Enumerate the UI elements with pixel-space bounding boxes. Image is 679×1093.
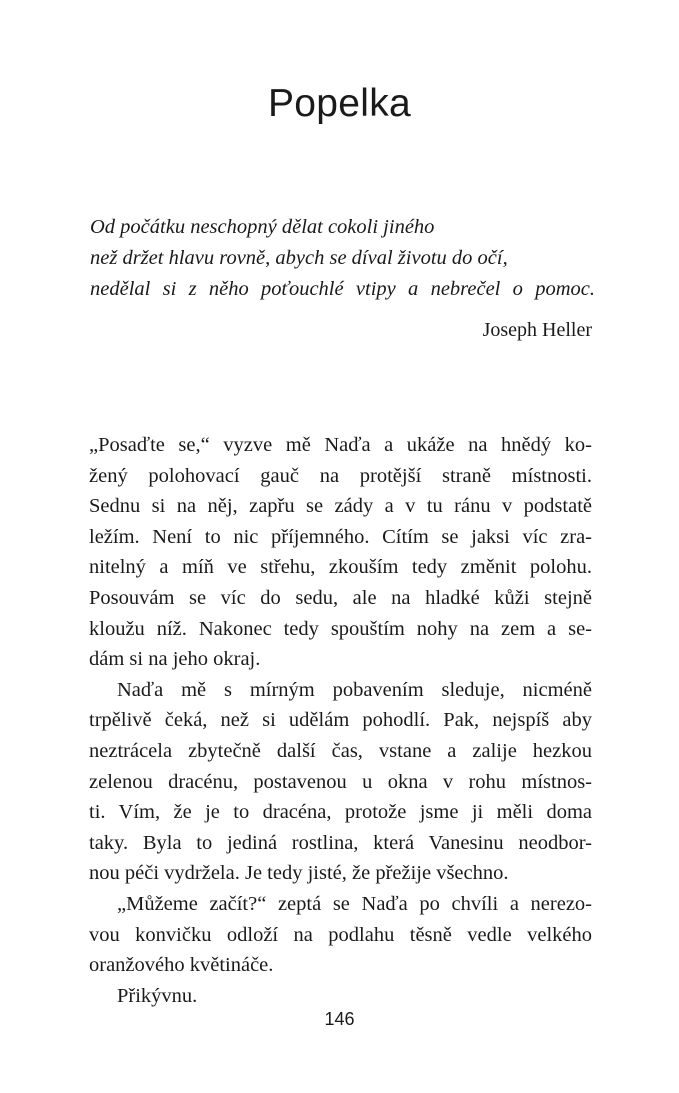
text-line: nitelný a míň ve střehu, zkouším tedy změnit polohu. [89, 556, 592, 579]
text-line: dám si na jeho okraj. [89, 648, 261, 671]
text-line: „Posaďte se,“ vyzve mě Naďa a ukáže na hnědý ko- [89, 434, 592, 456]
text-line: Posouvám se víc do sedu, ale na hladké kůži stejně [89, 586, 592, 609]
text-line: Přikývnu. [117, 984, 198, 1007]
epigraph-line: Od počátku neschopný dělat cokoli jiného [90, 216, 435, 238]
text-line: taky. Byla to jediná rostlina, která Vanesinu neodbor- [89, 831, 592, 854]
text-line: vou konvičku odloží na podlahu těsně vedle velkého [89, 923, 592, 946]
page-number: 146 [324, 1009, 355, 1029]
text-line: oranžového květináče. [89, 954, 274, 977]
text-line: ležím. Není to nic příjemného. Cítím se jaksi víc zra- [89, 525, 592, 548]
text-line: žený polohovací gauč na protější straně místnosti. [89, 464, 592, 487]
text-line: Sednu si na něj, zapřu se zády a v tu ránu v podstatě [89, 495, 592, 518]
text-line: Naďa mě s mírným pobavením sleduje, nicméně [117, 678, 592, 701]
body-text [89, 430, 592, 1011]
text-line: kloužu níž. Nakonec tedy spouštím nohy na zem a se- [89, 617, 592, 640]
text-line: neztrácela zbytečně další čas, vstane a zalije hezkou [89, 739, 592, 762]
text-line: nou péči vydržela. Je tedy jisté, že přežije všechno. [89, 862, 509, 885]
text-line: zelenou dracénu, postavenou u okna v rohu místnos- [89, 770, 592, 793]
chapter-title: Popelka [267, 82, 412, 125]
text-line: trpělivě čeká, než si udělám pohodlí. Pak, nejspíš aby [89, 709, 592, 732]
epigraph-line: nedělal si z něho poťouchlé vtipy a nebrečel o pomoc. [90, 278, 595, 300]
epigraph-line: než držet hlavu rovně, abych se díval životu do očí, [90, 247, 508, 269]
epigraph-author: Joseph Heller [482, 319, 592, 341]
epigraph [90, 212, 595, 305]
text-line: ti. Vím, že je to dracéna, protože jsme ji měli doma [89, 801, 592, 824]
text-line: „Můžeme začít?“ zeptá se Naďa po chvíli a nerezo- [117, 892, 592, 915]
